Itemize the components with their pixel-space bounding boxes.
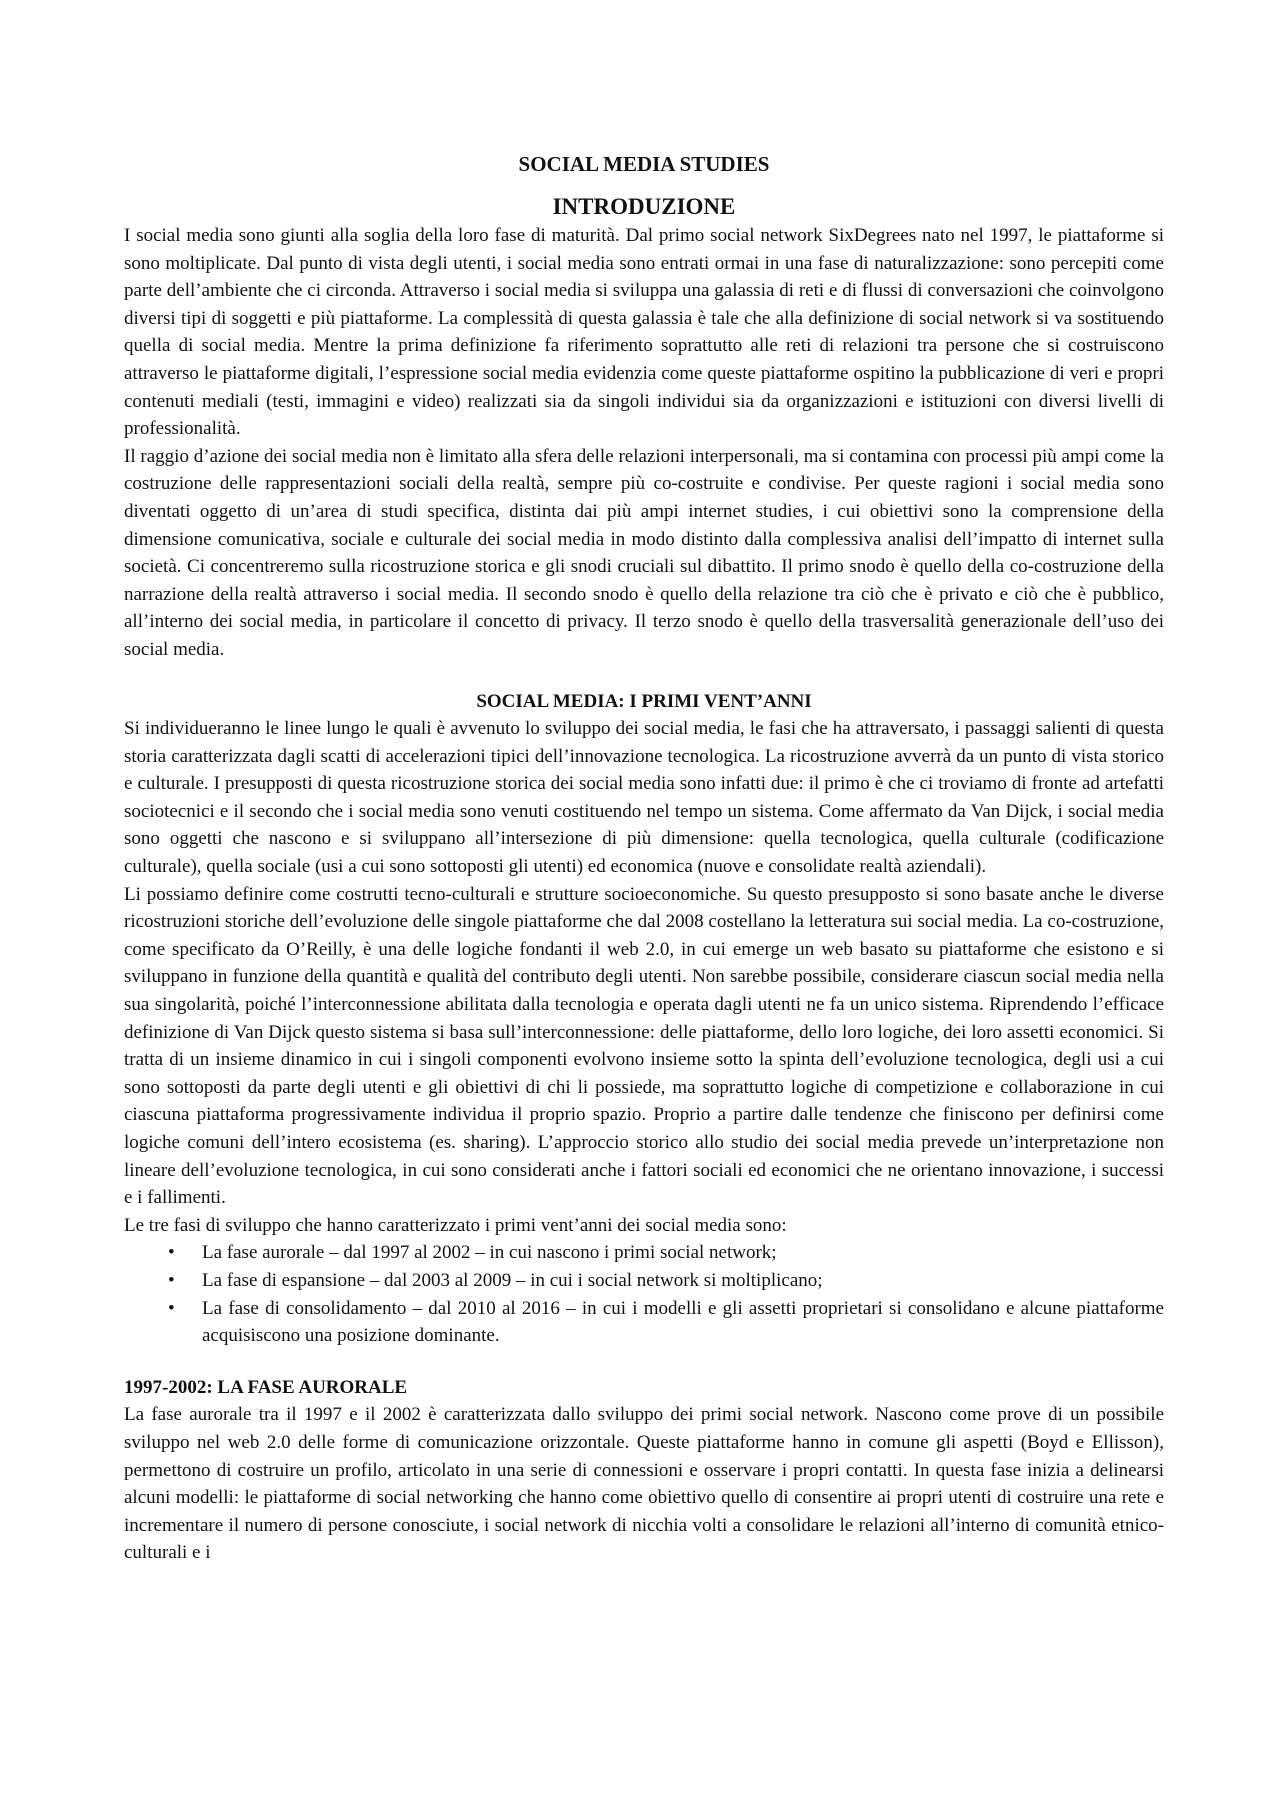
bullet-icon: • xyxy=(168,1269,175,1291)
paragraph: La fase aurorale tra il 1997 e il 2002 è caratterizzata dallo sviluppo dei primi social network. Nascono come prove di un possibile sviluppo nel web 2.0 delle forme di comunicazione orizzontale. Queste piattaforme hanno in comune gli aspetti (Boyd e Ellisson), permettono di costruire un profilo, articolato in una serie di connessioni e osservare i propri contatti. In questa fase inizia a delinearsi alcuni modelli: le piattaforme di social networking che hanno come obiettivo quello di consentire ai propri utenti di costruire una rete e incrementare il numero di persone conosciute, i social network di nicchia volti a consolidare le relazioni all’interno di comunità etnico-culturali e i xyxy=(124,1404,1164,1564)
section-heading-primi-ventanni: SOCIAL MEDIA: I PRIMI VENT’ANNI xyxy=(476,690,812,712)
list-item xyxy=(124,1239,1164,1267)
paragraph: Le tre fasi di sviluppo che hanno caratterizzato i primi vent’anni dei social media sono: xyxy=(124,1214,787,1236)
list-item xyxy=(124,1267,1164,1295)
list-item-text: La fase di espansione – dal 2003 al 2009 – in cui i social network si moltiplicano; xyxy=(202,1269,823,1291)
document-title: SOCIAL MEDIA STUDIES xyxy=(518,152,770,176)
paragraph: Il raggio d’azione dei social media non è limitato alla sfera delle relazioni interpersonali, ma si contamina con processi più ampi come la costruzione delle rappresentazioni sociali della realtà, sempre più co-costruite e condivise. Per queste ragioni i social media sono diventati oggetto di un’area di studi specifica, distinta dai più ampi internet studies, i cui obiettivi sono la comprensione della dimensione comunicativa, sociale e culturale dei social media in modo distinto dalla complessiva analisi dell’impatto di internet sulla società. Ci concentreremo sulla ricostruzione storica e gli snodi cruciali sul dibattito. Il primo snodo è quello della co-costruzione della narrazione della realtà attraverso i social media. Il secondo snodo è quello della relazione tra ciò che è privato e ciò che è pubblico, all’interno dei social media, in particolare il concetto di privacy. Il terzo snodo è quello della trasversalità generazionale dell’uso dei social media. xyxy=(124,445,1164,660)
list-item-text: La fase aurorale – dal 1997 al 2002 – in cui nascono i primi social network; xyxy=(202,1242,777,1264)
bullet-icon: • xyxy=(168,1242,175,1264)
list-item-text: La fase di consolidamento – dal 2010 al 2016 – in cui i modelli e gli assetti proprietari si consolidano e alcune piattaforme acquisiscono una posizione dominante. xyxy=(202,1297,1164,1347)
section-heading-fase-aurorale: 1997-2002: LA FASE AURORALE xyxy=(124,1376,408,1398)
paragraph: Li possiamo definire come costrutti tecno-culturali e strutture socioeconomiche. Su questo presupposto si sono basate anche le diverse ricostruzioni storiche dell’evoluzione delle singole piattaforme che dal 2008 costellano la letteratura sui social media. La co-costruzione, come specificato da O’Reilly, è una delle logiche fondanti il web 2.0, in cui emerge un web basato su piattaforme che esistono e si sviluppano in funzione della quantità e qualità del contributo degli utenti. Non sarebbe possibile, considerare ciascun social media nella sua singolarità, poiché l’interconnessione abilitata dalla tecnologia e operata dagli utenti ne fa un unico sistema. Riprendendo l’efficace definizione di Van Dijck questo sistema si basa sull’interconnessione: delle piattaforme, dello loro logiche, dei loro assetti economici. Si tratta di un insieme dinamico in cui i singoli componenti evolvono insieme sotto la spinta dell’evoluzione tecnologica, degli usi a cui sono sottoposti da parte degli utenti e gli obiettivi di chi li possiede, ma soprattutto logiche di competizione e collaborazione in cui ciascuna piattaforma progressivamente individua il proprio spazio. Proprio a partire dalle tendenze che finiscono per definirsi come logiche comuni dell’intero ecosistema (es. sharing). L’approccio storico allo studio dei social media prevede un’interpretazione non lineare dell’evoluzione tecnologica, in cui sono considerati anche i fattori sociali ed economici che ne orientano innovazione, i successi e i fallimenti. xyxy=(124,883,1164,1209)
bullet-icon: • xyxy=(168,1297,175,1319)
section-heading-introduzione: INTRODUZIONE xyxy=(552,194,736,219)
paragraph: I social media sono giunti alla soglia della loro fase di maturità. Dal primo social network SixDegrees nato nel 1997, le piattaforme si sono moltiplicate. Dal punto di vista degli utenti, i social media sono entrati ormai in una fase di naturalizzazione: sono percepiti come parte dell’ambiente che ci circonda. Attraverso i social media si sviluppa una galassia di reti e di flussi di conversazioni che coinvolgono diversi tipi di soggetti e più piattaforme. La complessità di questa galassia è tale che alla definizione di social network si va sostituendo quella di social media. Mentre la prima definizione fa riferimento soprattutto alle reti di relazioni tra persone che si costruiscono attraverso le piattaforme digitali, l’espressione social media evidenzia come queste piattaforme ospitino la pubblicazione di veri e propri contenuti mediali (testi, immagini e video) realizzati sia da singoli individui sia da organizzazioni e istituzioni con diversi livelli di professionalità. xyxy=(124,225,1164,440)
paragraph: Si individueranno le linee lungo le quali è avvenuto lo sviluppo dei social media, le fasi che ha attraversato, i passaggi salienti di questa storia caratterizzata dagli scatti di accelerazioni tipici dell’innovazione tecnologica. La ricostruzione avverrà da un punto di vista storico e culturale. I presupposti di questa ricostruzione storica dei social media sono infatti due: il primo è che ci troviamo di fronte ad artefatti sociotecnici e il secondo che i social media sono venuti costituendo nel tempo un sistema. Come affermato da Van Dijck, i social media sono oggetti che nascono e si sviluppano all’intersezione di più dimensione: quella tecnologica, quella culturale (codificazione culturale), quella sociale (usi a cui sono sottoposti gli utenti) ed economica (nuove e consolidate realtà aziendali). xyxy=(124,718,1164,878)
list-item xyxy=(124,1295,1164,1350)
phases-list xyxy=(124,1239,1164,1349)
document-page xyxy=(124,150,1164,1567)
